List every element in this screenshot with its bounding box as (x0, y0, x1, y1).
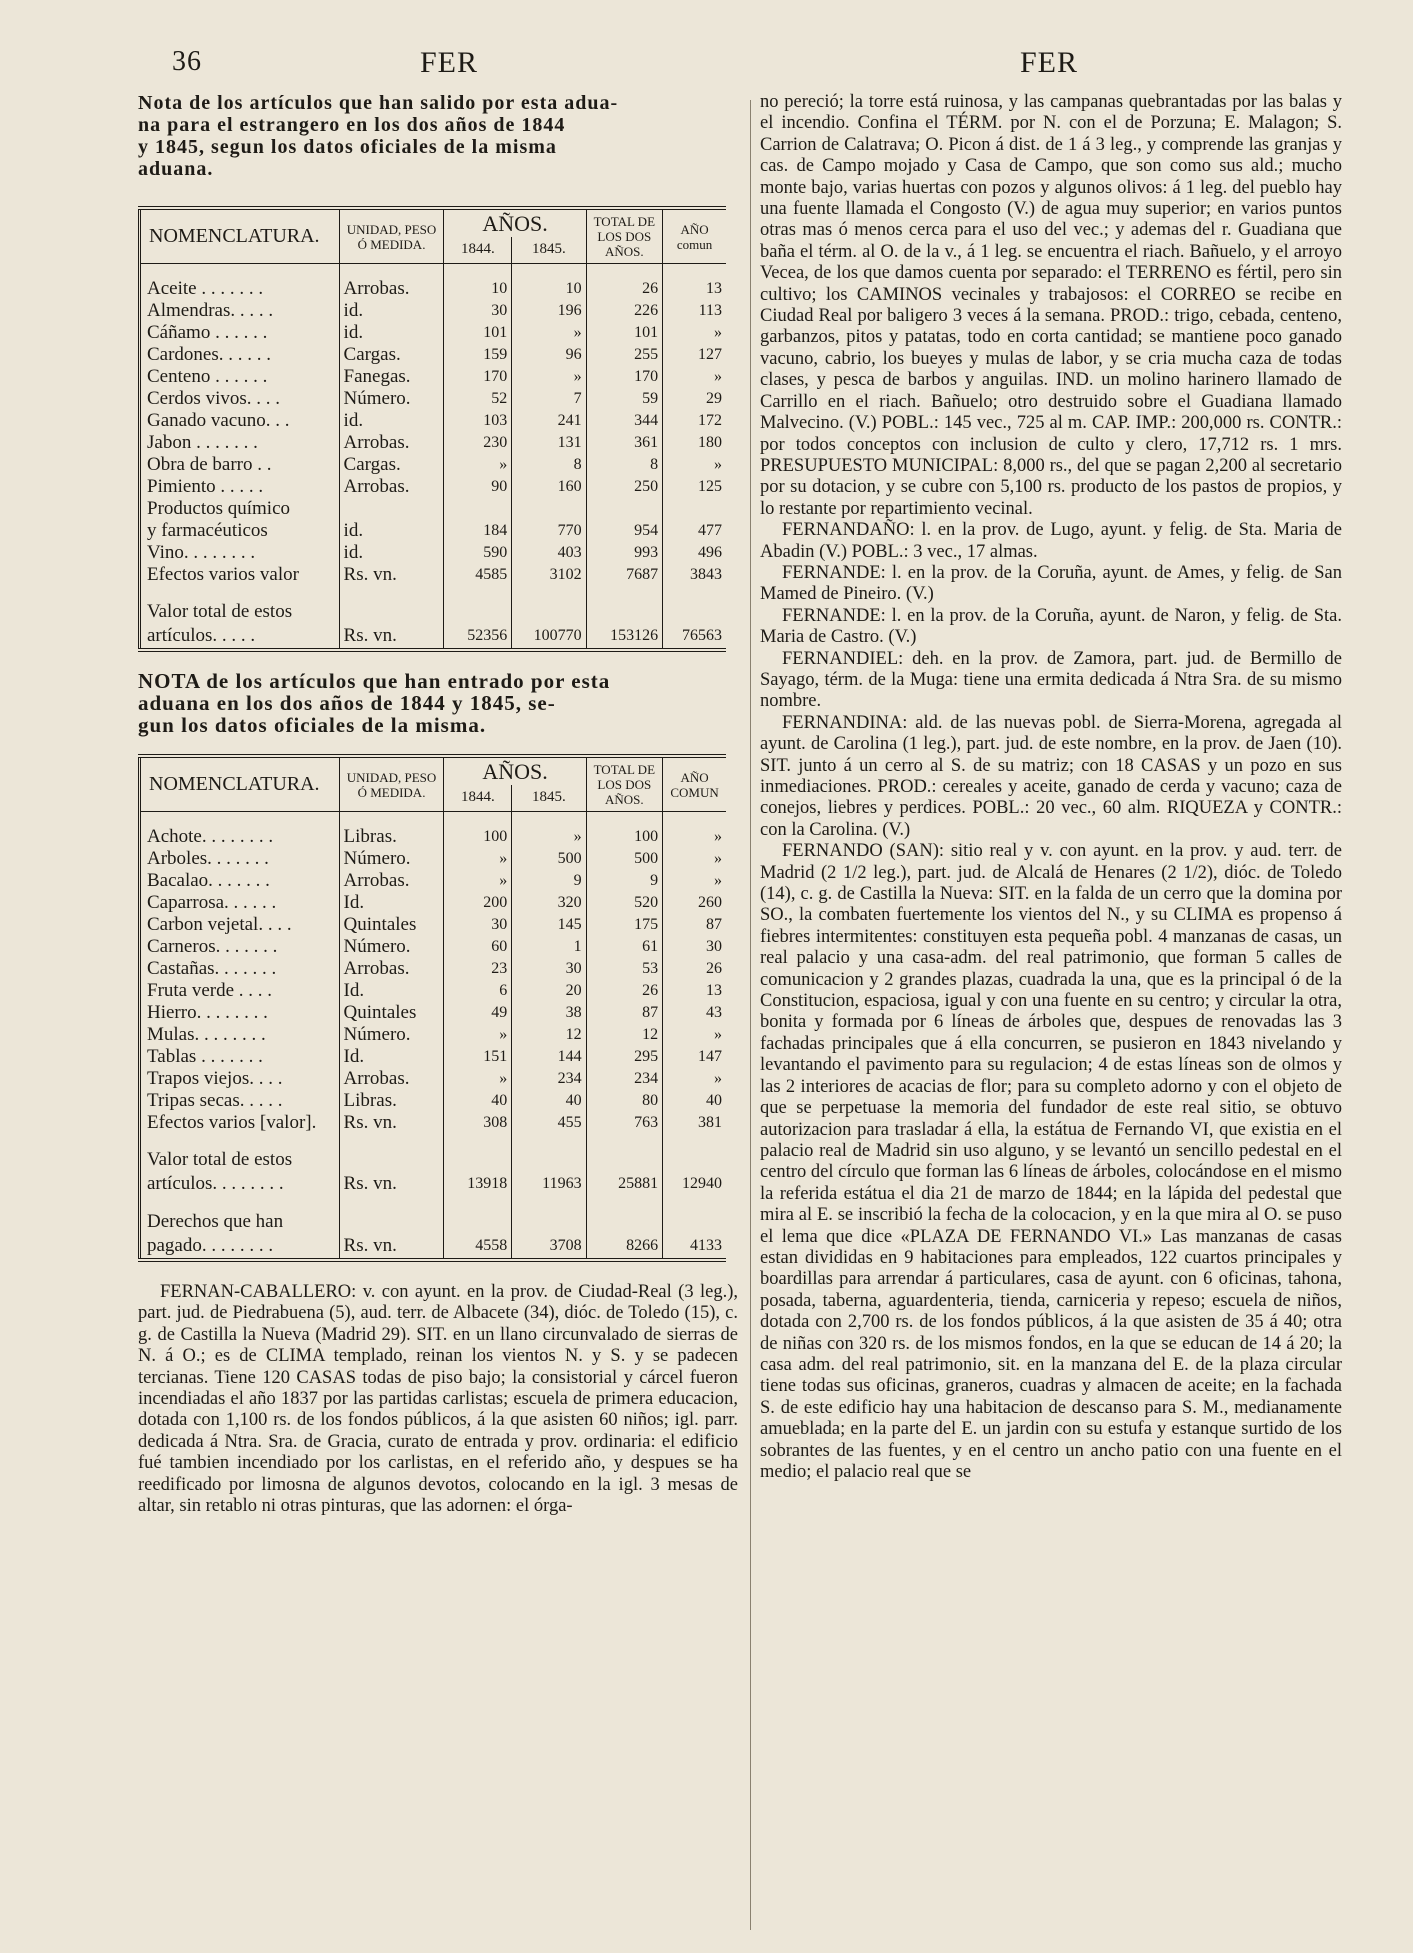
import-row (140, 1090, 727, 1112)
import-row (140, 980, 727, 1002)
entry-continuation: no pereció; la torre está ruinosa, y las campanas quebrantadas por las balas y el incendio. Confina el TÉRM. por N. con el de Porzuna; E. Malagon; S. Carrion de Calatrava; O. Picon á dist. de 1 á 3 leg., y comprende las granjas y cas. de Campo mojado y Casa de Campo, que son como sus ald.; mucho monte bajo, varias huertas con pozos y algunos olivos: á 1 leg. del pueblo hay una fuente llamada el Congosto (V.) de agua muy superior; en varios puntos otras mas ó menos cerca para el uso del vec.; y ademas del r. Guadiana que baña el térm. al O. de la v., á 1 leg. se encuentra el riach. Bañuelo, y el arroyo Vecea, de los que damos cuenta por separado: el TERRENO es fértil, pero sin cultivo; los CAMINOS vecinales y trabajosos: el CORREO se recibe en Ciudad Real por baligero 3 veces á la semana. PROD.: trigo, cebada, centeno, garbanzos, pitos y patatas, todo en corta cantidad; se mantiene poco ganado vacuno, cabrio, los bueyes y mulas de labor, y se cria mucha caza de todas clases, y pesca de barbos y anguilas. IND. un molino harinero llamado de Carrillo en el riach. Bañuelo; otro destruido sobre el Guadiana llamado Malvecino. (V.) POBL.: 145 vec., 725 al m. CAP. IMP.: 200,000 rs. CONTR.: por todos conceptos con inclusion de culto y clero, 17,712 rs. 1 mrs. PRESUPUESTO MUNICIPAL: 8,000 rs., del que se pagan 2,200 al secretario por su dotacion, y se cubre con 5,100 rs. producto de los pastos de propios, y lo restante por repartimiento vecinal. (760, 92, 1342, 519)
entry-fernan-caballero: FERNAN-CABALLERO: v. con ayunt. en la prov. de Ciudad-Real (3 leg.), part. jud. de Piedrabuena (5), aud. terr. de Albacete (34), dióc. de Toledo (15), c. g. de Castilla la Nueva (Madrid 29). SIT. en un llano circunvalado de sierras de N. á O.; es de CLIMA templado, reinan los vientos N. y S. y se padecen tercianas. Tiene 120 CASAS todas de piso bajo; la consistorial y cárcel fueron incendiadas el año 1837 por las partidas carlistas; escuela de primera educacion, dotada con 1,100 rs. de los fondos públicos, á la que asisten 60 niños; igl. parr. dedicada á Ntra. Sra. de Gracia, curato de entrada y prov. ordinaria: el edificio fué tambien incendiado por los carlistas, en el referido año, y despues se ha reedificado por limosna de algunos devotos, colocando en la igl. 3 mesas de altar, sin retablo ni otras pinturas, que las adornen: el órga- (138, 1282, 738, 1517)
item-unit: Arrobas. (339, 1068, 444, 1090)
value-average: 3843 (663, 564, 726, 586)
column-separator (750, 100, 751, 1930)
col-header-nomenclature: NOMENCLATURA. (140, 756, 340, 812)
value-1844: 90 (444, 476, 512, 498)
value-1845: » (512, 826, 586, 848)
export-title-line: na para el estrangero en los dos años de 1844 (138, 114, 566, 136)
import-row (140, 936, 727, 958)
export-row (140, 410, 727, 432)
value-average: 172 (663, 410, 726, 432)
value-1844: 60 (444, 936, 512, 958)
export-row (140, 388, 727, 410)
item-name: Cáñamo . . . . . . (147, 322, 268, 343)
value-average: 29 (663, 388, 726, 410)
item-name: Centeno . . . . . . (147, 366, 268, 387)
value-1845: 8 (512, 454, 586, 476)
entry-fernande-naron: FERNANDE: l. en la prov. de la Coruña, ayunt. de Naron, y felig. de Sta. Maria de Castro. (V.) (760, 605, 1342, 648)
value-total: 763 (586, 1112, 663, 1134)
value-1844: 159 (444, 344, 512, 366)
value-1845: 38 (512, 1002, 586, 1024)
value-1845: 96 (512, 344, 586, 366)
item-name: Efectos varios valor (147, 564, 299, 585)
export-title-line: aduana. (138, 158, 214, 180)
import-row (140, 1024, 727, 1046)
value-total: 344 (586, 410, 663, 432)
value-1845: » (512, 322, 586, 344)
value-total: 295 (586, 1046, 663, 1068)
value-total: 255 (586, 344, 663, 366)
item-name: Carbon vejetal. . . . (147, 914, 292, 935)
item-unit: Id. (339, 892, 444, 914)
col-header-1844: 1844. (444, 237, 512, 264)
right-column (760, 92, 1342, 1483)
item-unit: Número. (339, 1024, 444, 1046)
item-unit: Id. (339, 980, 444, 1002)
export-row (140, 322, 727, 344)
value-1845 (512, 498, 586, 520)
item-unit: Número. (339, 848, 444, 870)
export-row (140, 366, 727, 388)
total-unit: Rs. vn. (339, 1148, 444, 1196)
value-average: » (663, 1068, 726, 1090)
col-header-years: AÑOS. (444, 756, 586, 785)
value-total: 87 (586, 1002, 663, 1024)
value-1845: 20 (512, 980, 586, 1002)
item-name: Tripas secas. . . . . (147, 1090, 283, 1111)
value-1844: 40 (444, 1090, 512, 1112)
item-unit: id. (339, 410, 444, 432)
total-average: 76563 (663, 600, 726, 650)
value-1844: 103 (444, 410, 512, 432)
value-1845: 145 (512, 914, 586, 936)
item-unit: Arrobas. (339, 870, 444, 892)
export-row (140, 542, 727, 564)
value-total: 12 (586, 1024, 663, 1046)
export-table (138, 206, 726, 652)
value-1844: 308 (444, 1112, 512, 1134)
left-column (138, 92, 738, 1517)
value-1845: 7 (512, 388, 586, 410)
value-total: 53 (586, 958, 663, 980)
entry-fernandano: FERNANDAÑO: l. en la prov. de Lugo, ayunt. y felig. de Sta. Maria de Abadin (V.) POBL.: 3 vec., 17 almas. (760, 520, 1342, 562)
entry-fernande-ames: FERNANDE: l. en la prov. de la Coruña, ayunt. de Ames, y felig. de San Mamed de Pineiro. (V.) (760, 562, 1342, 605)
export-row (140, 300, 727, 322)
col-header-average: AÑO COMUN (663, 756, 726, 812)
col-header-nomenclature: NOMENCLATURA. (140, 208, 340, 264)
value-1845: 320 (512, 892, 586, 914)
col-header-total: TOTAL DE LOS DOS AÑOS. (586, 208, 663, 264)
value-1844: » (444, 454, 512, 476)
export-note-title (138, 92, 738, 180)
value-total: 9 (586, 870, 663, 892)
duties-sum: 8266 (586, 1210, 663, 1260)
item-name: Ganado vacuno. . . (147, 410, 290, 431)
col-header-unit: UNIDAD, PESO Ó MEDIDA. (339, 756, 444, 812)
item-name: Bacalao. . . . . . . (147, 870, 270, 891)
duties-average: 4133 (663, 1210, 726, 1260)
value-total: 993 (586, 542, 663, 564)
import-row (140, 1068, 727, 1090)
value-total: 234 (586, 1068, 663, 1090)
value-1844: 23 (444, 958, 512, 980)
total-label: Valor total de estos artículos. . . . . . . . (147, 1149, 293, 1194)
export-row (140, 344, 727, 366)
item-name: Mulas. . . . . . . . (147, 1024, 266, 1045)
value-average: » (663, 870, 726, 892)
item-name: y farmacéuticos (147, 520, 268, 541)
value-average: 127 (663, 344, 726, 366)
import-total-row (140, 1148, 727, 1196)
running-header-left: FER (420, 46, 479, 79)
col-header-1845: 1845. (512, 237, 586, 264)
value-average: » (663, 454, 726, 476)
value-1844: 101 (444, 322, 512, 344)
value-1845: 1 (512, 936, 586, 958)
value-average: » (663, 826, 726, 848)
import-duties-row (140, 1210, 727, 1260)
value-average: » (663, 366, 726, 388)
item-name: Vino. . . . . . . . (147, 542, 256, 563)
item-name: Caparrosa. . . . . . (147, 892, 277, 913)
value-1844: 4585 (444, 564, 512, 586)
value-1845: 234 (512, 1068, 586, 1090)
item-unit: Libras. (339, 1090, 444, 1112)
import-table (138, 754, 726, 1262)
value-total: 954 (586, 520, 663, 542)
value-average: 43 (663, 1002, 726, 1024)
item-unit: id. (339, 520, 444, 542)
value-1844: » (444, 848, 512, 870)
item-name: Obra de barro . . (147, 454, 272, 475)
value-1844: 590 (444, 542, 512, 564)
value-1844: 49 (444, 1002, 512, 1024)
duties-1845: 3708 (512, 1210, 586, 1260)
value-total: 59 (586, 388, 663, 410)
item-unit: Id. (339, 1046, 444, 1068)
value-average: 260 (663, 892, 726, 914)
import-row (140, 848, 727, 870)
export-row (140, 498, 727, 520)
item-unit: Rs. vn. (339, 564, 444, 586)
duties-1844: 4558 (444, 1210, 512, 1260)
export-row (140, 278, 727, 300)
value-average: 381 (663, 1112, 726, 1134)
item-unit: Arrobas. (339, 432, 444, 454)
value-average: » (663, 848, 726, 870)
import-row (140, 1002, 727, 1024)
item-name: Productos químico (147, 498, 291, 519)
col-header-unit: UNIDAD, PESO Ó MEDIDA. (339, 208, 444, 264)
item-unit: id. (339, 542, 444, 564)
import-row (140, 958, 727, 980)
value-average: 147 (663, 1046, 726, 1068)
col-header-1844: 1844. (444, 785, 512, 812)
value-average: 125 (663, 476, 726, 498)
entry-fernando-san: FERNANDO (SAN): sitio real y v. con ayunt. en la prov. y aud. terr. de Madrid (2 1/2 leg.), part. jud. de Alcalá de Henares (2 1/2), dióc. de Toledo (14), c. g. de Castilla la Nueva: SIT. en la falda de un cerro que la domina por SO., la combaten fuertemente los vientos del N., y su CLIMA es propenso á fiebres intermitentes: constituyen esta pequeña pobl. 4 manzanas de casas, un real palacio y una casa-adm. del real patrimonio, que forman 5 calles de comunicacion y 2 grandes plazas, cuadrada la una, que es la principal ó de la Constitucion, espaciosa, igual y con una fuente en su centro; y circular la otra, bonita y formada por 6 líneas de árboles que, despues de renovadas las 3 fachadas principales que á ella concurren, se pusieron en 1843 nivelando y levantando el pavimento para su regulacion; 4 de estas líneas son de olmos y las 2 interiores de acacias de flor; para su completo adorno y con el objeto de que se perpetuase la memoria del fundador de este real sitio, se obtuvo autorizacion para trasladar á ella, la estátua de Fernando VI, que existia en el palacio real de Madrid sin uso alguno, y se levantó un sencillo pedestal en el centro del círculo que forman las 6 líneas de árboles, colocándose en el mismo la referida estátua el dia 21 de marzo de 1844; en la lápida del pedestal que mira al E. se inscribió la fecha de la colocacion, y en la que mira al O. se puso el lema que dice «PLAZA DE FERNANDO VI.» Las manzanas de casas estan divididas en 9 habitaciones para empleados, 122 cuartos principales y boardillas para arrendar á particulares, casa de ayunt. con 6 oficinas, tahona, posada, taberna, aguardenteria, tienda, carniceria y repeso; escuela de niños, dotada con 2,700 rs. de los fondos públicos, á la que asisten de 35 á 40; otra de niñas con 320 rs. de los mismos fondos, en la que se educan de 14 á 20; la casa adm. del real patrimonio, sit. en la manzana del E. de la plaza circular tiene todas sus oficinas, graneros, cuadras y almacen de aceite; en la fachada S. de este edificio hay una habitacion de descanso para S. M., medianamente amueblada; en la parte del E. un jardin con su estufa y estanque surtido de los sobrantes de las fuentes, y en el centro un ancho patio con una fuente en el medio; el palacio real que se (760, 841, 1342, 1482)
value-total: 361 (586, 432, 663, 454)
value-1845: 160 (512, 476, 586, 498)
value-1844: 170 (444, 366, 512, 388)
value-1845: 196 (512, 300, 586, 322)
value-1844: 30 (444, 300, 512, 322)
value-1844: 10 (444, 278, 512, 300)
value-1844: 52 (444, 388, 512, 410)
item-name: Efectos varios [valor]. (147, 1112, 317, 1133)
item-unit: id. (339, 322, 444, 344)
entry-fernandiel: FERNANDIEL: deh. en la prov. de Zamora, part. jud. de Bermillo de Sayago, térm. de la Muga: tiene una ermita dedicada á Ntra Sra. de su mismo nombre. (760, 648, 1342, 712)
value-1844: 30 (444, 914, 512, 936)
value-1844: 200 (444, 892, 512, 914)
item-name: Cardones. . . . . . (147, 344, 272, 365)
value-average: » (663, 1024, 726, 1046)
value-total: 80 (586, 1090, 663, 1112)
import-row (140, 870, 727, 892)
item-name: Aceite . . . . . . . (147, 278, 264, 299)
item-name: Arboles. . . . . . . (147, 848, 269, 869)
value-total: 170 (586, 366, 663, 388)
value-1844: » (444, 1024, 512, 1046)
value-total: 26 (586, 980, 663, 1002)
item-unit: id. (339, 300, 444, 322)
value-total: 520 (586, 892, 663, 914)
value-1844: 151 (444, 1046, 512, 1068)
col-header-total: TOTAL DE LOS DOS AÑOS. (586, 756, 663, 812)
total-1845: 11963 (512, 1148, 586, 1196)
item-name: Hierro. . . . . . . . (147, 1002, 268, 1023)
item-unit: Arrobas. (339, 476, 444, 498)
value-average: 13 (663, 278, 726, 300)
export-row (140, 520, 727, 542)
value-1845: 241 (512, 410, 586, 432)
value-total (586, 498, 663, 520)
running-header-right: FER (1020, 46, 1079, 79)
value-1844: 100 (444, 826, 512, 848)
item-unit: Número. (339, 388, 444, 410)
import-note-title (138, 670, 738, 736)
import-title-line: gun los datos oficiales de la misma. (138, 713, 487, 737)
value-total: 101 (586, 322, 663, 344)
item-name: Carneros. . . . . . . (147, 936, 278, 957)
item-unit: Cargas. (339, 344, 444, 366)
value-1845: 30 (512, 958, 586, 980)
value-total: 26 (586, 278, 663, 300)
export-row (140, 454, 727, 476)
value-average: » (663, 322, 726, 344)
value-total: 250 (586, 476, 663, 498)
value-1845: 403 (512, 542, 586, 564)
value-1844: 230 (444, 432, 512, 454)
value-average: 13 (663, 980, 726, 1002)
value-average: 87 (663, 914, 726, 936)
import-row (140, 826, 727, 848)
value-1845: 131 (512, 432, 586, 454)
value-1845: 3102 (512, 564, 586, 586)
total-1845: 100770 (512, 600, 586, 650)
import-row (140, 892, 727, 914)
value-total: 175 (586, 914, 663, 936)
value-average: 496 (663, 542, 726, 564)
total-sum: 25881 (586, 1148, 663, 1196)
item-unit: Quintales (339, 1002, 444, 1024)
export-title-line: Nota de los artículos que han salido por esta adua- (138, 92, 619, 114)
value-1845: 10 (512, 278, 586, 300)
value-average: 26 (663, 958, 726, 980)
value-total: 500 (586, 848, 663, 870)
import-row (140, 1046, 727, 1068)
item-name: Tablas . . . . . . . (147, 1046, 263, 1067)
item-unit (339, 498, 444, 520)
export-row (140, 564, 727, 586)
item-name: Pimiento . . . . . (147, 476, 264, 497)
item-name: Cerdos vivos. . . . (147, 388, 280, 409)
item-unit: Fanegas. (339, 366, 444, 388)
value-1845: » (512, 366, 586, 388)
item-unit: Rs. vn. (339, 1112, 444, 1134)
value-1844: 6 (444, 980, 512, 1002)
import-title-line: NOTA de los artículos que han entrado por esta (138, 669, 611, 693)
value-1844: » (444, 1068, 512, 1090)
value-1844: » (444, 870, 512, 892)
item-unit: Número. (339, 936, 444, 958)
value-total: 100 (586, 826, 663, 848)
item-unit: Arrobas. (339, 958, 444, 980)
value-average (663, 498, 726, 520)
item-unit: Cargas. (339, 454, 444, 476)
total-sum: 153126 (586, 600, 663, 650)
export-total-row (140, 600, 727, 650)
item-unit: Arrobas. (339, 278, 444, 300)
export-title-line: y 1845, segun los datos oficiales de la misma (138, 136, 557, 158)
value-total: 8 (586, 454, 663, 476)
item-name: Jabon . . . . . . . (147, 432, 258, 453)
value-average: 180 (663, 432, 726, 454)
value-1845: 9 (512, 870, 586, 892)
page-number: 36 (172, 46, 202, 77)
value-average: 477 (663, 520, 726, 542)
import-row (140, 1112, 727, 1134)
value-average: 40 (663, 1090, 726, 1112)
value-1845: 144 (512, 1046, 586, 1068)
item-name: Achote. . . . . . . . (147, 826, 274, 847)
duties-unit: Rs. vn. (339, 1210, 444, 1260)
value-average: 113 (663, 300, 726, 322)
import-title-line: aduana en los dos años de 1844 y 1845, se- (138, 691, 556, 715)
col-header-1845: 1845. (512, 785, 586, 812)
export-row (140, 476, 727, 498)
import-row (140, 914, 727, 936)
value-1844: 184 (444, 520, 512, 542)
total-label: Valor total de estos artículos. . . . . (147, 601, 293, 646)
value-total: 7687 (586, 564, 663, 586)
value-1845: 455 (512, 1112, 586, 1134)
value-average: 30 (663, 936, 726, 958)
total-unit: Rs. vn. (339, 600, 444, 650)
value-1845: 12 (512, 1024, 586, 1046)
value-total: 226 (586, 300, 663, 322)
item-unit: Libras. (339, 826, 444, 848)
item-name: Castañas. . . . . . . (147, 958, 277, 979)
export-row (140, 432, 727, 454)
entry-fernandina: FERNANDINA: ald. de las nuevas pobl. de Sierra-Morena, agregada al ayunt. de Carolina (1 leg.), part. jud. de este nombre, en la prov. de Jaen (10). SIT. junto á un cerro al S. de su matriz; con 18 CASAS y un pozo en sus inmediaciones. PROD.: cereales y aceite, ganado de cerda y vacuno; caza de conejos, liebres y perdices. POBL.: 20 vec., 60 alm. RIQUEZA y CONTR.: con la Carolina. (V.) (760, 712, 1342, 840)
value-total: 61 (586, 936, 663, 958)
value-1845: 40 (512, 1090, 586, 1112)
value-1845: 500 (512, 848, 586, 870)
col-header-average: AÑO comun (663, 208, 726, 264)
total-average: 12940 (663, 1148, 726, 1196)
value-1844 (444, 498, 512, 520)
total-1844: 13918 (444, 1148, 512, 1196)
item-name: Almendras. . . . . (147, 300, 274, 321)
duties-label: Derechos que han pagado. . . . . . . . (147, 1211, 284, 1256)
total-1844: 52356 (444, 600, 512, 650)
item-name: Trapos viejos. . . . (147, 1068, 283, 1089)
item-unit: Quintales (339, 914, 444, 936)
col-header-years: AÑOS. (444, 208, 586, 237)
value-1845: 770 (512, 520, 586, 542)
item-name: Fruta verde . . . . (147, 980, 273, 1001)
